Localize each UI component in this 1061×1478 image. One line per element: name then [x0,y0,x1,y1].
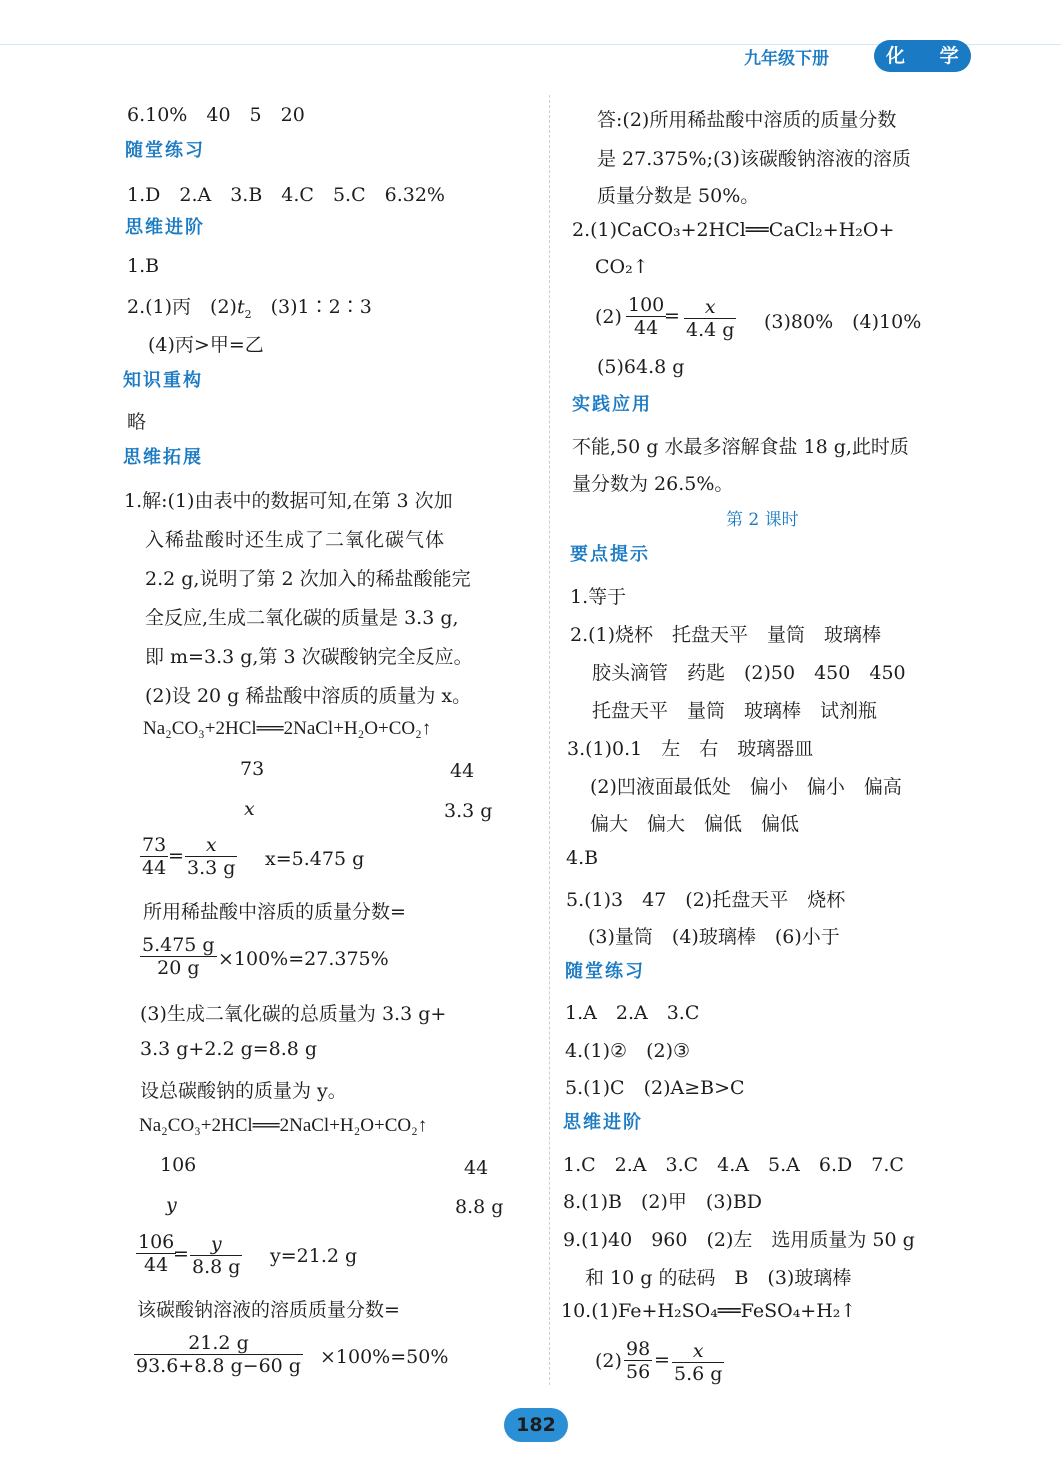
solution-line: 所用稀盐酸中溶质的质量分数= [143,901,406,923]
section-title: 思维进阶 [563,1112,643,1133]
equation-coefficient: 44 [464,1157,489,1179]
answer-line: 偏大 偏大 偏低 偏低 [590,813,800,835]
section-title: 思维进阶 [125,217,205,238]
answer-line: (3)80% (4)10% [764,311,922,333]
solution-line: 该碳酸钠溶液的溶质质量分数= [137,1299,400,1321]
answer-line: (3)量筒 (4)玻璃棒 (6)小于 [588,926,840,948]
equals-sign: = [664,305,680,327]
answer-prefix: (2) [595,1350,622,1372]
solution-line: 1.解:(1)由表中的数据可知,在第 3 次加 [124,490,453,512]
fraction: $\frac{x}{5.6 g}$ [674,1340,723,1385]
section-title: 要点提示 [570,544,650,565]
answer-line: 托盘天平 量筒 玻璃棒 试剂瓶 [592,700,878,722]
column-divider [549,95,550,1385]
equation-coefficient: 106 [160,1154,197,1176]
answer-line: 略 [127,411,147,433]
equals-sign: = [168,845,184,867]
solution-line: 答:(2)所用稀盐酸中溶质的质量分数 [597,109,897,131]
answer-line: 1.B [127,255,160,277]
answer-line: 4.(1)② (2)③ [565,1040,691,1062]
answer-line: 1.等于 [570,586,627,608]
lesson-title: 第 2 课时 [726,510,799,530]
chemical-equation: CO₂↑ [595,256,649,278]
equation-variable: y [166,1194,177,1216]
fraction: $\frac{y}{8.8 g}$ [192,1233,241,1278]
fraction: $\frac{73}{44}$ [142,834,167,879]
solution-line: 不能,50 g 水最多溶解食盐 18 g,此时质 [572,436,909,458]
equation-value: 3.3 g [444,800,493,822]
equals-sign: = [654,1349,670,1371]
equals-sign: = [173,1243,189,1265]
result: y=21.2 g [270,1245,358,1267]
answer-line: (2)凹液面最低处 偏小 偏小 偏高 [590,776,902,798]
fraction: $\frac{100}{44}$ [628,294,665,339]
fraction: $\frac{x}{4.4 g}$ [686,296,735,341]
answer-line: (4)丙>甲=乙 [148,334,264,356]
answer-line: 9.(1)40 960 (2)左 选用质量为 50 g [563,1229,915,1251]
answer-line: 3.(1)0.1 左 右 玻璃器皿 [567,738,814,760]
chemical-equation: Na₂CO₃+2HCl══2NaCl+H₂O+CO₂↑ [139,1115,428,1136]
equation-value: 8.8 g [455,1196,504,1218]
section-title: 随堂练习 [565,961,645,982]
section-title: 思维拓展 [123,447,203,468]
fraction: $\frac{21.2 g}{93.6+8.8 g-60 g}$ [136,1332,301,1377]
fraction: $\frac{98}{56}$ [626,1338,651,1383]
answer-line: 1.C 2.A 3.C 4.A 5.A 6.D 7.C [563,1154,904,1176]
answer-line: 1.D 2.A 3.B 4.C 5.C 6.32% [127,184,445,206]
answer-line: 8.(1)B (2)甲 (3)BD [563,1191,763,1213]
section-title: 实践应用 [572,394,652,415]
answer-line: 5.(1)3 47 (2)托盘天平 烧杯 [566,889,846,911]
answer-line: 2.(1)烧杯 托盘天平 量筒 玻璃棒 [570,624,882,646]
fraction: $\frac{106}{44}$ [138,1231,175,1276]
answer-line: 6.10% 40 5 20 [127,104,305,126]
solution-line: 2.2 g,说明了第 2 次加入的稀盐酸能完 [145,568,471,590]
equation-coefficient: 44 [450,760,475,782]
chemical-equation: 2.(1)CaCO₃+2HCl══CaCl₂+H₂O+ [572,219,895,241]
solution-line: 全反应,生成二氧化碳的质量是 3.3 g, [145,607,459,629]
chemical-equation: 10.(1)Fe+H₂SO₄══FeSO₄+H₂↑ [561,1300,857,1322]
solution-line: 是 27.375%;(3)该碳酸钠溶液的溶质 [597,148,911,170]
solution-line: 设总碳酸钠的质量为 y。 [140,1080,347,1102]
section-title: 知识重构 [123,370,203,391]
answer-line: 2.(1)丙 $(2)t_2$ (3)1∶2∶3 [127,296,372,321]
fraction: $\frac{5.475 g}{20 g}$ [142,934,215,979]
section-title: 随堂练习 [125,140,205,161]
fraction: $\frac{x}{3.3 g}$ [187,834,236,879]
header-grade: 九年级下册 [744,49,829,69]
answer-line: (5)64.8 g [597,356,685,378]
solution-line: 入稀盐酸时还生成了二氧化碳气体 [145,529,446,551]
answer-prefix: (2) [595,306,622,328]
solution-line: 量分数为 26.5%。 [572,473,734,495]
answer-line: 5.(1)C (2)A≥B>C [565,1077,745,1099]
header-subject-badge: 化 学 [874,40,971,72]
equation-coefficient: 73 [240,758,265,780]
solution-line: (2)设 20 g 稀盐酸中溶质的质量为 x。 [145,685,472,707]
solution-line: (3)生成二氧化碳的总质量为 3.3 g+ [140,1003,447,1025]
chemical-equation: Na₂CO₃+2HCl══2NaCl+H₂O+CO₂↑ [143,718,432,739]
answer-line: 胶头滴管 药匙 (2)50 450 450 [592,662,906,684]
solution-line: 即 m=3.3 g,第 3 次碳酸钠完全反应。 [145,646,473,668]
solution-line: 质量分数是 50%。 [597,185,760,207]
solution-line: 3.3 g+2.2 g=8.8 g [140,1038,318,1060]
equation-variable: x [244,798,255,820]
answer-line: 1.A 2.A 3.C [565,1002,700,1024]
result: ×100%=50% [320,1346,449,1368]
result: x=5.475 g [265,848,365,870]
result: ×100%=27.375% [218,948,389,970]
answer-line: 4.B [566,847,599,869]
page-number: 182 [504,1408,568,1442]
answer-line: 和 10 g 的砝码 B (3)玻璃棒 [585,1267,852,1289]
